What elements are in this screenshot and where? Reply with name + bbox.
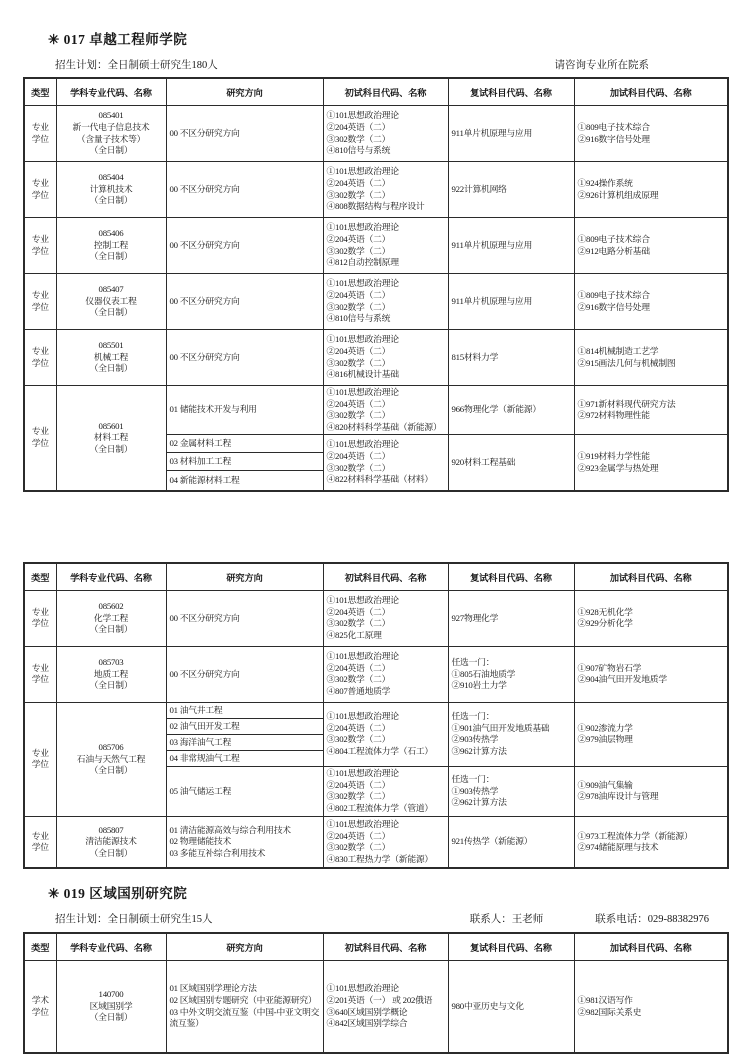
major-cell: 140700 区域国别学 （全日制）: [56, 961, 166, 1053]
column-header: 学科专业代码、名称: [56, 563, 166, 591]
makeup-cell: ①902渗流力学 ②979油层物理: [574, 702, 728, 766]
init-cell: ①101思想政治理论 ②204英语（二） ③302数学（二） ④802工程流体力学（管道）: [323, 766, 448, 816]
column-header: 初试科目代码、名称: [323, 933, 448, 961]
column-header: 加试科目代码、名称: [574, 563, 728, 591]
table-row: [24, 816, 728, 868]
admissions-table-017-part2: [23, 562, 729, 870]
direction-cell: 04 新能源材料工程: [166, 471, 323, 491]
type-cell: 专业 学位: [24, 162, 56, 218]
column-header: 初试科目代码、名称: [323, 563, 448, 591]
section-017-meta-row: [55, 57, 727, 72]
major-cell: 085401 新一代电子信息技术 （含量子技术等） （全日制）: [56, 106, 166, 162]
retest-cell: 920材料工程基础: [448, 435, 574, 491]
column-header: 学科专业代码、名称: [56, 78, 166, 106]
direction-cell: 00 不区分研究方向: [166, 162, 323, 218]
type-cell: 专业 学位: [24, 816, 56, 868]
init-cell: ①101思想政治理论 ②204英语（二） ③302数学（二） ④822材料科学基础（材料）: [323, 435, 448, 491]
init-cell: ①101思想政治理论 ②204英语（二） ③302数学（二） ④808数据结构与程序设计: [323, 162, 448, 218]
table-row: [24, 330, 728, 386]
type-cell: 专业 学位: [24, 386, 56, 491]
major-cell: 085601 材料工程 （全日制）: [56, 386, 166, 491]
init-cell: ①101思想政治理论 ②204英语（二） ③302数学（二） ④830工程热力学（新能源）: [323, 816, 448, 868]
type-cell: 专业 学位: [24, 590, 56, 646]
major-cell: 085406 控制工程 （全日制）: [56, 218, 166, 274]
direction-cell: 02 金属材料工程: [166, 435, 323, 453]
type-cell: 专业 学位: [24, 330, 56, 386]
column-header: 复试科目代码、名称: [448, 933, 574, 961]
column-header: 初试科目代码、名称: [323, 78, 448, 106]
makeup-cell: ①909油气集输 ②978油库设计与管理: [574, 766, 728, 816]
table-header-row: [24, 563, 728, 591]
major-cell: 085703 地质工程 （全日制）: [56, 646, 166, 702]
direction-cell: 00 不区分研究方向: [166, 646, 323, 702]
type-cell: 学术 学位: [24, 961, 56, 1053]
table-row: [24, 646, 728, 702]
init-cell: ①101思想政治理论 ②204英语（二） ③302数学（二） ④807普通地质学: [323, 646, 448, 702]
column-header: 研究方向: [166, 933, 323, 961]
init-cell: ①101思想政治理论 ②204英语（二） ③302数学（二） ④816机械设计基础: [323, 330, 448, 386]
section-019-meta-row: [55, 911, 727, 926]
major-cell: 085501 机械工程 （全日制）: [56, 330, 166, 386]
table-header-row: [24, 933, 728, 961]
retest-cell: 966物理化学（新能源）: [448, 386, 574, 435]
makeup-cell: ①809电子技术综合 ②916数字信号处理: [574, 274, 728, 330]
direction-cell: 00 不区分研究方向: [166, 274, 323, 330]
init-cell: ①101思想政治理论 ②204英语（二） ③302数学（二） ④810信号与系统: [323, 274, 448, 330]
direction-cell: 01 清洁能源高效与综合利用技术 02 物理储能技术 03 多能互补综合利用技术: [166, 816, 323, 868]
type-cell: 专业 学位: [24, 106, 56, 162]
table-row: [24, 702, 728, 718]
direction-cell: 01 储能技术开发与利用: [166, 386, 323, 435]
table-header-row: [24, 78, 728, 106]
admissions-table-017-part1: [23, 77, 729, 492]
contact-person: 联系人：王老师: [469, 914, 544, 926]
type-cell: 专业 学位: [24, 218, 56, 274]
consult-department-note: 请咨询专业所在院系: [554, 60, 649, 71]
init-cell: ①101思想政治理论 ②204英语（二） ③302数学（二） ④804工程流体力学（石工）: [323, 702, 448, 766]
direction-cell: 03 海洋油气工程: [166, 734, 323, 750]
table-row: [24, 274, 728, 330]
enrollment-plan-019: 招生计划：全日制硕士研究生15人: [55, 914, 213, 926]
table-row: [24, 218, 728, 274]
retest-cell: 927物理化学: [448, 590, 574, 646]
makeup-cell: ①924操作系统 ②926计算机组成原理: [574, 162, 728, 218]
column-header: 加试科目代码、名称: [574, 933, 728, 961]
direction-cell: 05 油气储运工程: [166, 766, 323, 816]
admissions-table-019: [23, 932, 729, 1054]
major-cell: 085407 仪器仪表工程 （全日制）: [56, 274, 166, 330]
makeup-cell: ①973工程流体力学（新能源） ②974储能原理与技术: [574, 816, 728, 868]
retest-cell: 任选一门： ①901油气田开发地质基础 ②903传热学 ③962计算方法: [448, 702, 574, 766]
column-header: 复试科目代码、名称: [448, 563, 574, 591]
direction-cell: 04 非常规油气工程: [166, 750, 323, 766]
section-017-title: ✳ 017 卓越工程师学院: [48, 32, 188, 47]
makeup-cell: ①928无机化学 ②929分析化学: [574, 590, 728, 646]
init-cell: ①101思想政治理论 ②204英语（二） ③302数学（二） ④810信号与系统: [323, 106, 448, 162]
makeup-cell: ①809电子技术综合 ②916数字信号处理: [574, 106, 728, 162]
retest-cell: 921传热学（新能源）: [448, 816, 574, 868]
table-row: [24, 106, 728, 162]
direction-cell: 03 材料加工工程: [166, 453, 323, 471]
section-019-title: ✳ 019 区域国别研究院: [48, 886, 188, 902]
column-header: 加试科目代码、名称: [574, 78, 728, 106]
column-header: 研究方向: [166, 563, 323, 591]
init-cell: ①101思想政治理论 ②204英语（二） ③302数学（二） ④825化工原理: [323, 590, 448, 646]
column-header: 类型: [24, 563, 56, 591]
retest-cell: 任选一门： ①805石油地质学 ②910岩土力学: [448, 646, 574, 702]
retest-cell: 911单片机原理与应用: [448, 218, 574, 274]
type-cell: 专业 学位: [24, 702, 56, 816]
type-cell: 专业 学位: [24, 274, 56, 330]
init-cell: ①101思想政治理论 ②204英语（二） ③302数学（二） ④812自动控制原理: [323, 218, 448, 274]
table-row: [24, 162, 728, 218]
direction-cell: 01 区域国别学理论方法 02 区域国别专题研究（中亚能源研究） 03 中外文明交流互鉴（中国-中亚文明交流互鉴）: [166, 961, 323, 1053]
direction-cell: 00 不区分研究方向: [166, 590, 323, 646]
column-header: 复试科目代码、名称: [448, 78, 574, 106]
major-cell: 085404 计算机技术 （全日制）: [56, 162, 166, 218]
makeup-cell: ①814机械制造工艺学 ②915画法几何与机械制图: [574, 330, 728, 386]
direction-cell: 02 油气田开发工程: [166, 718, 323, 734]
column-header: 类型: [24, 78, 56, 106]
makeup-cell: ①971新材料现代研究方法 ②972材料物理性能: [574, 386, 728, 435]
table-row: [24, 386, 728, 435]
column-header: 学科专业代码、名称: [56, 933, 166, 961]
direction-cell: 00 不区分研究方向: [166, 330, 323, 386]
makeup-cell: ①981汉语写作 ②982国际关系史: [574, 961, 728, 1053]
retest-cell: 922计算机网络: [448, 162, 574, 218]
makeup-cell: ①907矿物岩石学 ②904油气田开发地质学: [574, 646, 728, 702]
column-header: 类型: [24, 933, 56, 961]
type-cell: 专业 学位: [24, 646, 56, 702]
direction-cell: 00 不区分研究方向: [166, 106, 323, 162]
major-cell: 085602 化学工程 （全日制）: [56, 590, 166, 646]
init-cell: ①101思想政治理论 ②201英语（一） 或 202俄语 ③640区域国别学概论 ④842区域国别学综合: [323, 961, 448, 1053]
retest-cell: 任选一门： ①903传热学 ②962计算方法: [448, 766, 574, 816]
retest-cell: 815材料力学: [448, 330, 574, 386]
enrollment-plan-017: 招生计划：全日制硕士研究生180人: [55, 60, 218, 71]
retest-cell: 911单片机原理与应用: [448, 106, 574, 162]
column-header: 研究方向: [166, 78, 323, 106]
makeup-cell: ①919材料力学性能 ②923金属学与热处理: [574, 435, 728, 491]
contact-phone: 联系电话：029-88382976: [595, 914, 709, 926]
table-row: [24, 590, 728, 646]
major-cell: 085807 清洁能源技术 （全日制）: [56, 816, 166, 868]
init-cell: ①101思想政治理论 ②204英语（二） ③302数学（二） ④820材料科学基础（新能源）: [323, 386, 448, 435]
table-row: [24, 961, 728, 1053]
direction-cell: 00 不区分研究方向: [166, 218, 323, 274]
direction-cell: 01 油气井工程: [166, 702, 323, 718]
retest-cell: 911单片机原理与应用: [448, 274, 574, 330]
major-cell: 085706 石油与天然气工程 （全日制）: [56, 702, 166, 816]
makeup-cell: ①809电子技术综合 ②912电路分析基础: [574, 218, 728, 274]
retest-cell: 980中亚历史与文化: [448, 961, 574, 1053]
